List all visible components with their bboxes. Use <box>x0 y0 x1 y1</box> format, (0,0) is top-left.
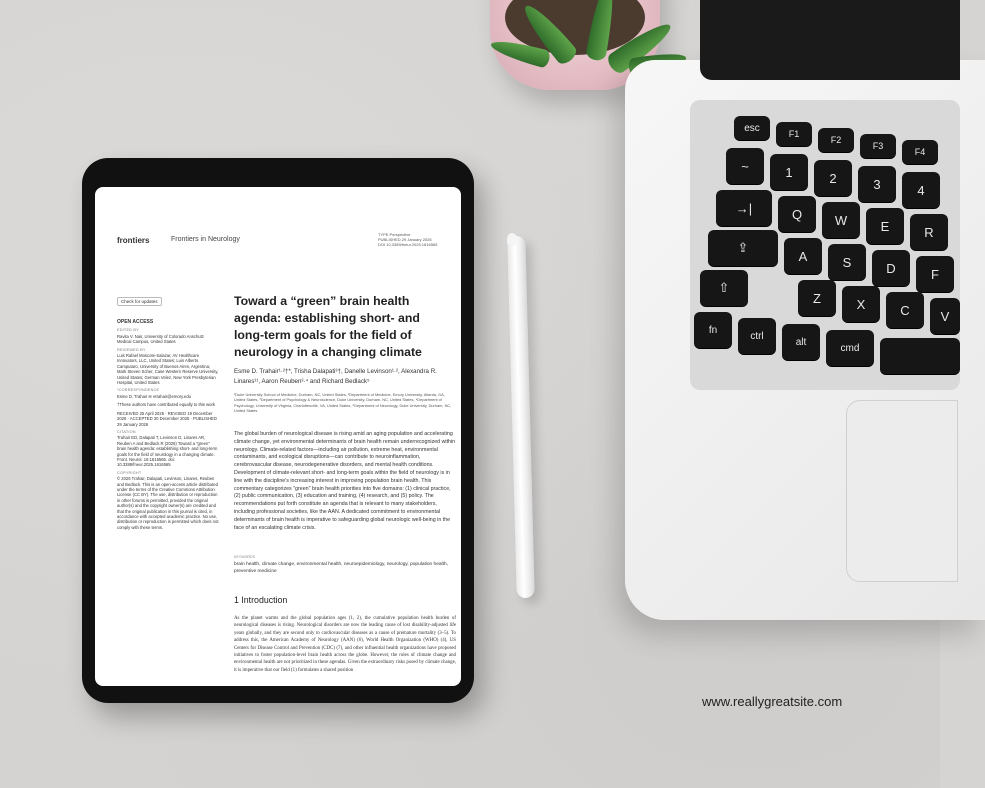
tablet-screen <box>95 187 461 686</box>
key-capslock: ⇪ <box>708 230 778 266</box>
copyright-label: COPYRIGHT <box>117 470 142 475</box>
key-f4: F4 <box>902 140 938 164</box>
key-cmd: cmd <box>826 330 874 366</box>
article-sidebar <box>117 320 219 530</box>
open-access-label: OPEN ACCESS <box>117 319 154 325</box>
citation: Trahair ED, Dalapati T, Levinson D, Linares AR, Reuben A and Bedlack R (2026) Toward a "green" brain health agenda: establishing short- and long-term goals for the field of neurology in a changing climate. Front. Neurol. 16:1616565. doi: 10.3389/fneur.2025.1616565 <box>117 435 218 468</box>
article-meta <box>378 232 437 247</box>
key-e: E <box>866 208 904 244</box>
key-esc: esc <box>734 116 770 140</box>
journal-name: Frontiers in Neurology <box>171 236 240 243</box>
edited-by-label: EDITED BY <box>117 328 139 333</box>
frontiers-logo: frontiers <box>117 236 150 245</box>
meta-published: PUBLISHED 29 January 2026 <box>378 237 432 242</box>
key-c: C <box>886 292 924 328</box>
meta-doi: DOI 10.3389/fneur.2025.1616565 <box>378 242 438 247</box>
edited-by: Ravita V. Nair, University of Colorado Anschutz Medical Campus, United States <box>117 333 204 345</box>
article-authors: Esme D. Trahair¹·²†*, Trisha Dalapati³†, Danelle Levinson¹·², Alexandra R. Linares¹¹, Aaron Reuben³·⁴ and Richard Bedlack⁵ <box>234 368 437 385</box>
key-tilde: ~ <box>726 148 764 184</box>
introduction-heading: 1 Introduction <box>234 595 288 605</box>
meta-type: TYPE Perspective <box>378 232 411 237</box>
key-alt: alt <box>782 324 820 360</box>
key-f2: F2 <box>818 128 854 152</box>
check-updates-button[interactable]: Check for updates <box>117 297 162 306</box>
key-f3: F3 <box>860 134 896 158</box>
key-1: 1 <box>770 154 808 190</box>
article-affiliations: ¹Duke University School of Medicine, Durham, NC, United States, ²Department of Medicine, Emory University, Atlanta, GA, United States, ³Department of Psychology & Neuroscience, Duke University, Durham, NC, United States, ⁴Department of Psychology, University of Virginia, Charlottesville, VA, United States, ⁵Department of Neurology, Duke University, Durham, NC, United States <box>234 392 452 413</box>
key-q: Q <box>778 196 816 232</box>
key-3: 3 <box>858 166 896 202</box>
article-keywords: brain health, climate change, environmental health, neuroepidemiology, neurology, population health, preventive medicine <box>234 562 448 574</box>
key-v: V <box>930 298 960 334</box>
key-tab: →| <box>716 190 772 226</box>
key-s: S <box>828 244 866 280</box>
key-4: 4 <box>902 172 940 208</box>
website-url: www.reallygreatsite.com <box>702 694 843 709</box>
key-f: F <box>916 256 954 292</box>
key-shift: ⇧ <box>700 270 748 306</box>
reviewed-by-label: REVIEWED BY <box>117 347 146 352</box>
article-dates: RECEIVED 25 April 2025 · REVISED 19 December 2025 · ACCEPTED 30 December 2025 · PUBLISHED 29 January 2026 <box>117 410 217 427</box>
laptop-screen-edge <box>700 0 960 80</box>
key-fn: fn <box>694 312 732 348</box>
stylus-pencil <box>507 236 534 598</box>
reviewed-by: Luis Rafael Moscote-Salazar, AV Healthcare Innovators, LLC, United States; Luis Alberto Camputaro, University of Buenos Aires, Argentina; Mark Steven Scher, Case Western Reserve University, United States; German Velez, New York Presbyterian Hospital, United States <box>117 353 219 386</box>
key-a: A <box>784 238 822 274</box>
keywords-label: KEYWORDS <box>234 555 255 559</box>
introduction-body: As the planet warms and the global population ages (1, 2), the cumulative population health burden of neurological diseases is rising. Neurological disorders are now the leading cause of lost disability-adjusted life years globally, and they are second only to cardiovascular diseases as a cause of premature mortality (3–5). To address this, the American Academy of Neurology (AAN) (6), World Health Organization (WHO) (4), US Centers for Disease Control and Prevention (CDC) (7), and other influential health organizations have proposed initiatives to foster population-level brain health across the globe. However, the roles of climate change and environmental health are not prioritized in these agendas. Given the extraordinary risks posed by climate change, it is imperative that our field (1) formulates a shared position <box>234 616 456 673</box>
article-abstract: The global burden of neurological disease is rising amid an aging population and accelerating climate change, yet environmental determinants of brain health remain underrecognized within neurology. Climate-related factors—including air pollution, extreme heat, environmental contaminants, and ecological disruptions—can contribute to neuroinflammation, cerebrovascular disease, neurodegenerative disorders, and mental health conditions. Development of climate-relevant short- and long-term goals within the field of neurology is in line with the discipline's increasing interest in improving population brain health. This commentary categorizes "green" brain health priorities into five domains: (1) clinical practice, (2) public communication, (3) education and training, (4) research, and (5) policy. The recommendations put forth constitute an agenda that is relevant to many stakeholders, including professional societies, like the AAN. A dedicated commitment to environmental determinants of brain health is imperative to safeguarding global neurologic well-being in the face of an escalating climate crisis. <box>234 431 456 531</box>
key-space <box>880 338 960 374</box>
key-f1: F1 <box>776 122 812 146</box>
key-r: R <box>910 214 948 250</box>
article-title: Toward a “green” brain health agenda: establishing short- and long-term goals for the field of neurology in a changing climate <box>234 294 422 359</box>
key-z: Z <box>798 280 836 316</box>
key-ctrl: ctrl <box>738 318 776 354</box>
stylus-tip <box>507 233 517 245</box>
citation-label: CITATION <box>117 429 136 434</box>
correspondence-label: *CORRESPONDENCE <box>117 388 160 393</box>
key-x: X <box>842 286 880 322</box>
key-d: D <box>872 250 910 286</box>
correspondence: Esme D. Trahair ✉ etrahair@emory.edu <box>117 393 192 399</box>
copyright: © 2026 Trahair, Dalapati, Levinson, Linares, Reuben and Bedlack. This is an open-access article distributed under the terms of the Creative Commons Attribution License (CC BY). The use, distribution or reproduction in other forums is permitted, provided the original author(s) and the copyright owner(s) are credited and that the original publication in this journal is cited, in accordance with accepted academic practice. No use, distribution or reproduction is permitted which does not comply with these terms. <box>117 476 219 530</box>
key-2: 2 <box>814 160 852 196</box>
equal-contribution-note: †These authors have contributed equally to this work <box>117 402 215 408</box>
trackpad <box>846 400 958 582</box>
key-w: W <box>822 202 860 238</box>
